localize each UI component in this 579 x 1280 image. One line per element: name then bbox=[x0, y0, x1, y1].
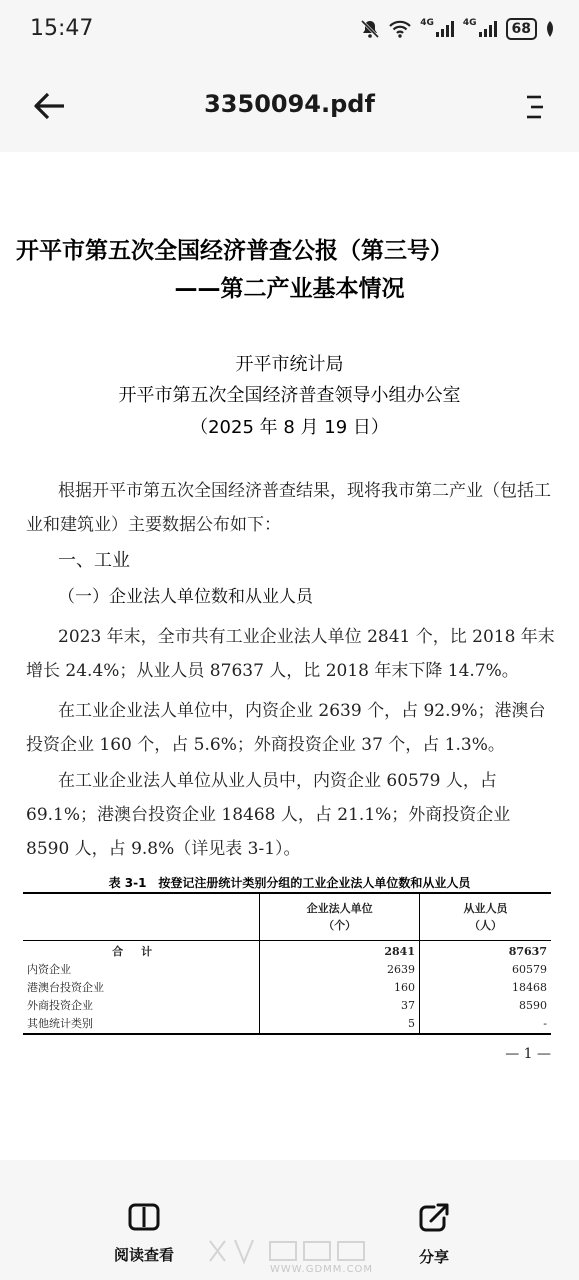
table-title: 表 3-1 按登记注册统计类别分组的工业企业法人单位数和从业人员 bbox=[108, 876, 471, 890]
paragraph bbox=[26, 764, 556, 866]
battery-icon: 68 bbox=[506, 18, 537, 40]
app-bar bbox=[0, 62, 579, 152]
paragraph-text: 在工业企业法人单位中，内资企业 2639 个，占 92.9%；港澳台投资企业 160 个，占 5.6%；外商投资企业 37 个，占 1.3%。 bbox=[26, 701, 546, 755]
table-row bbox=[23, 979, 551, 997]
table-row bbox=[23, 961, 551, 979]
status-bar bbox=[0, 0, 579, 62]
row-employees: 87637 bbox=[420, 941, 552, 962]
document-title: 开平市第五次全国经济普查公报（第三号） bbox=[16, 238, 453, 264]
net-type-label: 4G bbox=[462, 17, 477, 28]
table-header-row bbox=[23, 893, 551, 941]
header-unit: （个） bbox=[323, 919, 357, 932]
table-header-cell bbox=[260, 893, 420, 941]
paragraph bbox=[26, 694, 556, 762]
signal-icon bbox=[420, 17, 455, 38]
table-row bbox=[23, 1015, 551, 1034]
bell-muted-icon bbox=[360, 19, 380, 39]
data-table bbox=[23, 892, 551, 1035]
section-heading: 一、工业 bbox=[58, 550, 130, 571]
row-units: 160 bbox=[260, 979, 420, 997]
status-icons bbox=[360, 18, 555, 40]
paragraph-text: 在工业企业法人单位从业人员中，内资企业 60579 人，占 69.1%；港澳台投资企业 18468 人，占 21.1%；外商投资企业 8590 人，占 9.8%（详见表 3-1）。 bbox=[26, 771, 511, 859]
row-units: 2841 bbox=[260, 941, 420, 962]
row-employees: 60579 bbox=[420, 961, 552, 979]
row-employees: 8590 bbox=[420, 997, 552, 1015]
row-units: 37 bbox=[260, 997, 420, 1015]
pdf-page[interactable] bbox=[0, 152, 579, 1160]
table-row bbox=[23, 997, 551, 1015]
row-label: 合计 bbox=[112, 945, 171, 958]
table-header-cell bbox=[23, 893, 260, 941]
page-number: — 1 — bbox=[505, 1046, 551, 1062]
paragraph bbox=[26, 620, 556, 688]
share-label: 分享 bbox=[418, 1248, 449, 1266]
book-icon bbox=[127, 1202, 161, 1232]
paragraph-text: 2023 年末，全市共有工业企业法人单位 2841 个，比 2018 年末增长 24.4%；从业人员 87637 人，比 2018 年末下降 14.7%。 bbox=[26, 627, 555, 681]
row-label: 外商投资企业 bbox=[27, 999, 93, 1012]
document-subtitle: ——第二产业基本情况 bbox=[174, 276, 405, 302]
watermark bbox=[200, 1236, 400, 1280]
intro-paragraph bbox=[26, 474, 556, 542]
row-label: 内资企业 bbox=[27, 963, 71, 976]
issue-date: （2025 年 8 月 19 日） bbox=[190, 417, 389, 438]
header-label: 企业法人单位 bbox=[306, 902, 373, 915]
watermark-text: WWW.GDMM.COM bbox=[270, 1264, 374, 1275]
issuer-bureau: 开平市统计局 bbox=[235, 354, 344, 375]
status-time: 15:47 bbox=[30, 16, 94, 41]
row-units: 5 bbox=[260, 1015, 420, 1034]
menu-icon bbox=[525, 92, 545, 122]
row-units: 2639 bbox=[260, 961, 420, 979]
row-label: 其他统计类别 bbox=[23, 1015, 260, 1034]
row-employees: 18468 bbox=[420, 979, 552, 997]
menu-button[interactable] bbox=[525, 92, 545, 122]
document-filename: 3350094.pdf bbox=[204, 90, 375, 118]
wifi-icon bbox=[388, 19, 412, 39]
row-employees: - bbox=[420, 1015, 552, 1034]
table-header-cell bbox=[420, 893, 552, 941]
intro-text: 根据开平市第五次全国经济普查结果，现将我市第二产业（包括工业和建筑业）主要数据公布如下： bbox=[26, 481, 551, 535]
net-type-label: 4G bbox=[420, 17, 434, 28]
issuer-office: 开平市第五次全国经济普查领导小组办公室 bbox=[118, 385, 461, 406]
watermark-logo-icon bbox=[200, 1236, 400, 1266]
row-label: 港澳台投资企业 bbox=[27, 981, 104, 994]
signal-icon bbox=[462, 17, 498, 38]
read-view-button[interactable] bbox=[84, 1202, 204, 1265]
read-view-label: 阅读查看 bbox=[113, 1246, 174, 1264]
leaf-icon bbox=[545, 20, 555, 38]
header-unit: （人） bbox=[469, 919, 502, 932]
share-icon bbox=[417, 1202, 451, 1234]
table-row bbox=[23, 941, 551, 962]
header-label: 从业人员 bbox=[463, 902, 508, 915]
subsection-heading: （一）企业法人单位数和从业人员 bbox=[58, 587, 313, 607]
